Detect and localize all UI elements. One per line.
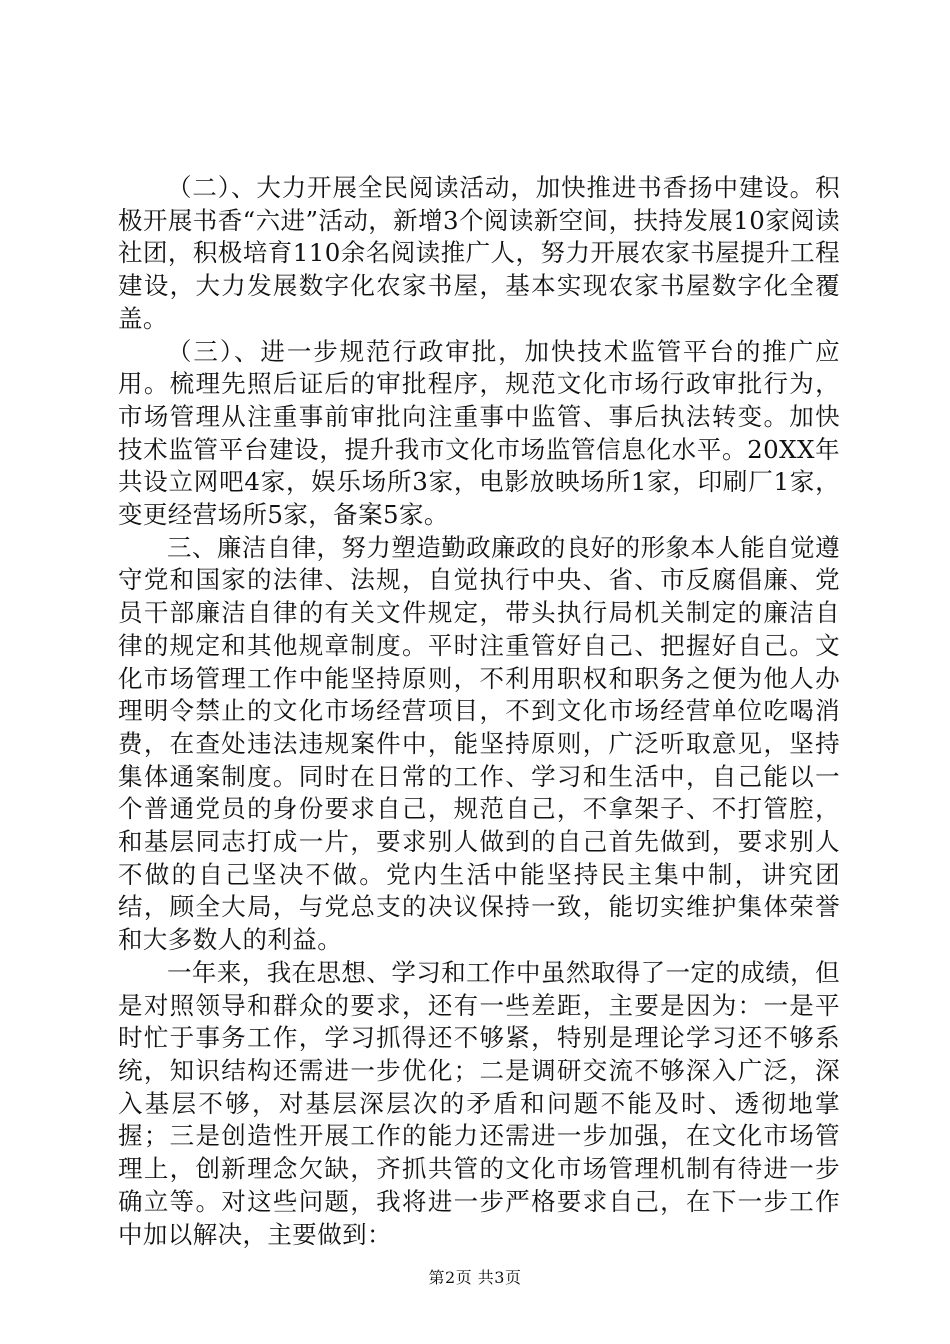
paragraph-summary: 一年来，我在思想、学习和工作中虽然取得了一定的成绩，但是对照领导和群众的要求，还有一些差距，主要是因为：一是平时忙于事务工作，学习抓得还不够紧，特别是理论学习还不够系统，知识结构还需进一步优化；二是调研交流不够深入广泛，深入基层不够，对基层深层次的矛盾和问题不能及时、透彻地掌握；三是创造性开展工作的能力还需进一步加强，在文化市场管理上，创新理念欠缺，齐抓共管的文化市场管理机制有待进一步确立等。对这些问题，我将进一步严格要求自己，在下一步工作中加以解决，主要做到： (118, 957, 840, 1249)
paragraph-section-three: （三）、进一步规范行政审批，加快技术监管平台的推广应用。梳理先照后证后的审批程序，规范文化市场行政审批行为，市场管理从注重事前审批向注重事中监管、事后执法转变。加快技术监管平台建设，提升我市文化市场监管信息化水平。20XX年共设立网吧4家，娱乐场所3家，电影放映场所1家，印刷厂1家，变更经营场所5家，备案5家。 (118, 336, 840, 530)
paragraph-section-two: （二）、大力开展全民阅读活动，加快推进书香扬中建设。积极开展书香“六进”活动，新增3个阅读新空间，扶持发展10家阅读社团，积极培育110余名阅读推广人，努力开展农家书屋提升工程建设，大力发展数字化农家书屋，基本实现农家书屋数字化全覆盖。 (118, 173, 840, 333)
page-footer: 第2页 共3页 (428, 1268, 522, 1287)
document-body (118, 172, 840, 1251)
paragraph-integrity: 三、廉洁自律，努力塑造勤政廉政的良好的形象本人能自觉遵守党和国家的法律、法规，自觉执行中央、省、市反腐倡廉、党员干部廉洁自律的有关文件规定，带头执行局机关制定的廉洁自律的规定和其他规章制度。平时注重管好自己、把握好自己。文化市场管理工作中能坚持原则，不利用职权和职务之便为他人办理明令禁止的文化市场经营项目，不到文化市场经营单位吃喝消费，在查处违法违规案件中，能坚持原则，广泛听取意见，坚持集体通案制度。同时在日常的工作、学习和生活中，自己能以一个普通党员的身份要求自己，规范自己，不拿架子、不打管腔，和基层同志打成一片，要求别人做到的自己首先做到，要求别人不做的自己坚决不做。党内生活中能坚持民主集中制，讲究团结，顾全大局，与党总支的决议保持一致，能切实维护集体荣誉和大多数人的利益。 (118, 532, 840, 955)
